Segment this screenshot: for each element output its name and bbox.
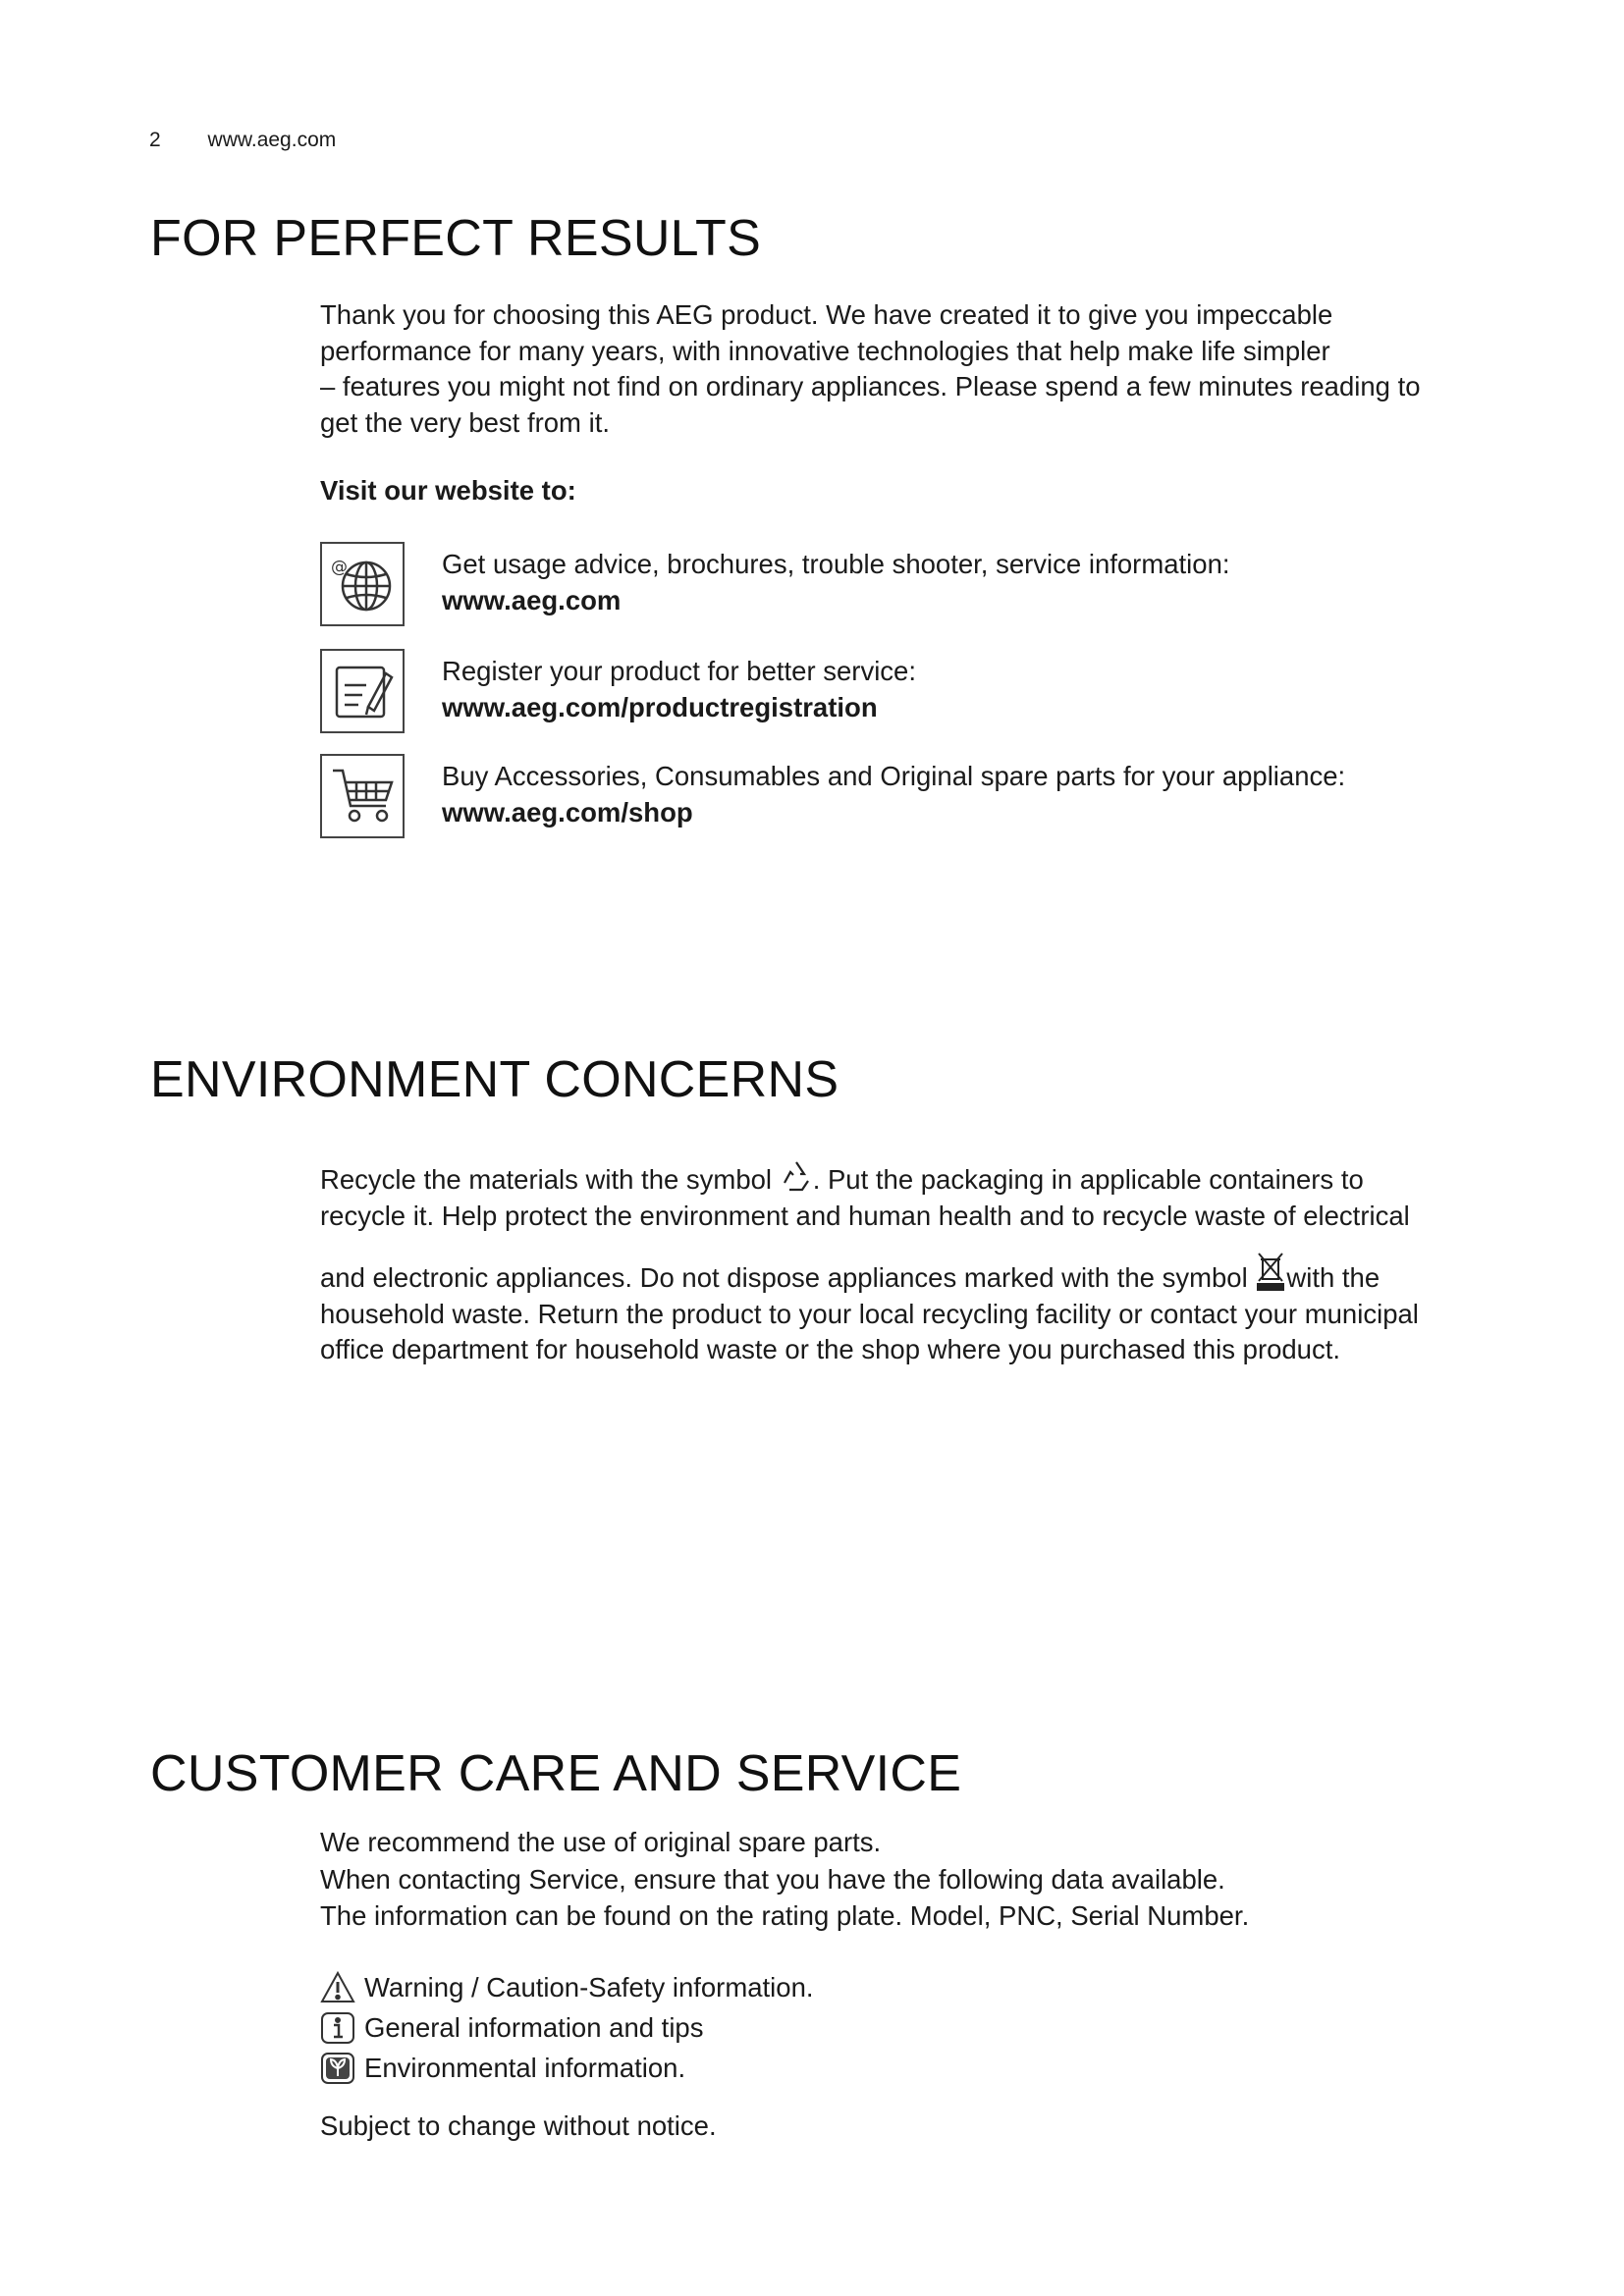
care-line: We recommend the use of original spare parts. (320, 1827, 882, 1857)
legend-item-info (320, 2007, 814, 2048)
link-url-aeg[interactable]: www.aeg.com (442, 585, 622, 615)
header-url[interactable]: www.aeg.com (207, 129, 337, 151)
intro-line: – features you might not find on ordinary appliances. Please spend a few minutes reading to (320, 371, 1421, 401)
recycle-icon (780, 1159, 813, 1193)
visit-label: Visit our website to: (320, 475, 576, 506)
warning-icon (320, 1970, 355, 2005)
section-title-customer-care: CUSTOMER CARE AND SERVICE (150, 1745, 962, 1802)
care-line: When contacting Service, ensure that you have the following data available. (320, 1863, 1225, 1895)
env-line1-b: . Put the packaging in applicable containers to (812, 1164, 1364, 1195)
globe-icon (320, 542, 405, 626)
intro-paragraph (320, 297, 1528, 441)
link-row-shop (320, 754, 1557, 842)
intro-line: Thank you for choosing this AEG product. We have created it to give you impeccable (320, 299, 1333, 330)
care-line: The information can be found on the rating plate. Model, PNC, Serial Number. (320, 1900, 1250, 1931)
env-line5: office department for household waste or the shop where you purchased this product. (320, 1334, 1341, 1364)
env-line1-a: Recycle the materials with the symbol (320, 1164, 773, 1195)
info-icon (320, 2010, 355, 2046)
legend-text: General information and tips (364, 2011, 704, 2043)
page-header (149, 129, 336, 152)
section-title-perfect-results: FOR PERFECT RESULTS (150, 210, 762, 267)
env-line3-b: with the (1286, 1262, 1380, 1293)
legend-text: Warning / Caution-Safety information. (364, 1971, 814, 2002)
link-description: Buy Accessories, Consumables and Original spare parts for your appliance: (442, 761, 1346, 791)
intro-line: get the very best from it. (320, 406, 610, 438)
svg-text:@: @ (331, 558, 348, 577)
legend-item-warning (320, 1967, 814, 2007)
env-line4: household waste. Return the product to your local recycling facility or contact your municipal (320, 1298, 1419, 1329)
section-title-environment: ENVIRONMENT CONCERNS (150, 1051, 839, 1108)
intro-line: performance for many years, with innovative technologies that help make life simpler (320, 335, 1330, 366)
link-row-usage-advice (320, 542, 1557, 630)
weee-bin-icon (1255, 1252, 1286, 1293)
environment-paragraph (320, 1159, 1528, 1368)
link-description: Register your product for better service: (442, 656, 916, 686)
environment-icon (320, 2051, 355, 2086)
footer-note: Subject to change without notice. (320, 2110, 717, 2141)
link-url-productregistration[interactable]: www.aeg.com/productregistration (442, 692, 878, 722)
env-line2: recycle it. Help protect the environment and human health and to recycle waste of electrical (320, 1200, 1410, 1231)
link-url-shop[interactable]: www.aeg.com/shop (442, 797, 693, 828)
page-number: 2 (149, 129, 161, 151)
legend-item-environment (320, 2048, 814, 2088)
register-icon (320, 649, 405, 733)
link-row-register (320, 649, 1557, 737)
symbol-legend (320, 1967, 814, 2088)
env-line3-a: and electronic appliances. Do not dispose appliances marked with the symbol (320, 1262, 1248, 1293)
legend-text: Environmental information. (364, 2052, 686, 2083)
cart-icon (320, 754, 405, 838)
link-description: Get usage advice, brochures, trouble shooter, service information: (442, 549, 1230, 579)
customer-care-paragraph (320, 1824, 1528, 1935)
